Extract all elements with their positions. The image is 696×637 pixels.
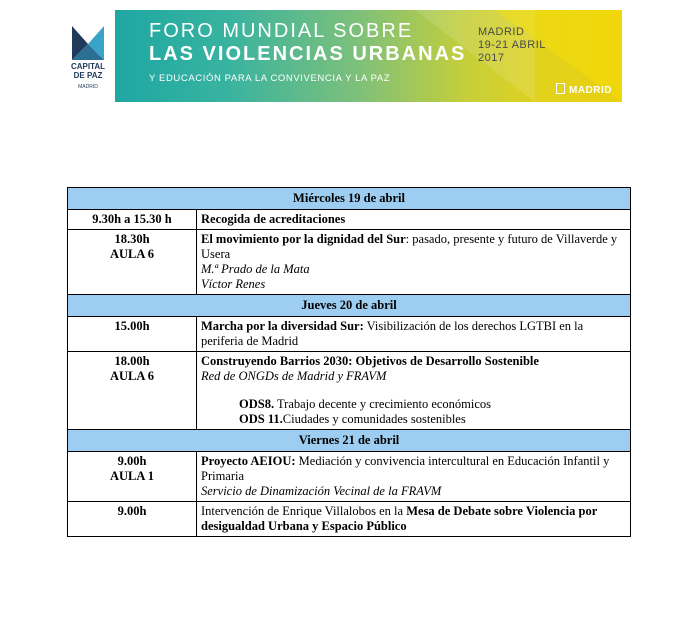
ods-item: [201, 397, 626, 412]
madrid-crest-icon: [556, 83, 565, 94]
table-row: [68, 452, 631, 502]
event-org: Red de ONGDs de Madrid y FRAVM: [201, 369, 387, 383]
event-room: AULA 1: [109, 469, 155, 483]
logo-text-line1: CAPITAL: [70, 62, 106, 71]
event-desc: Mediación y convivencia intercultural en Educación Infantil y Primaria: [201, 454, 610, 483]
event-time: 9.00h: [117, 454, 147, 468]
event-details: [197, 452, 631, 502]
ods-code: ODS 11.: [239, 412, 283, 426]
event-room: AULA 6: [109, 369, 155, 383]
logo-sub: MADRID: [78, 84, 98, 90]
event-title: Marcha por la diversidad Sur:: [201, 319, 364, 333]
ods-item: [201, 412, 626, 427]
table-row: [68, 317, 631, 352]
event-banner: [115, 10, 622, 102]
banner-title-line2: LAS VIOLENCIAS URBANAS: [149, 43, 467, 65]
event-title: Recogida de acreditaciones: [201, 212, 346, 226]
event-time: 15.00h: [68, 317, 197, 352]
banner-title-line1: FORO MUNDIAL SOBRE: [149, 20, 414, 42]
event-title: Construyendo Barrios 2030: Objetivos de Desarrollo Sostenible: [201, 354, 539, 368]
event-desc: Visibilización de los derechos LGTBI en la periferia de Madrid: [201, 319, 584, 348]
logo-text-line2: DE PAZ: [73, 71, 103, 80]
event-details: [197, 352, 631, 430]
event-time-cell: [68, 452, 197, 502]
event-desc: Intervención de Enrique Villalobos en la: [201, 504, 407, 518]
banner-subtitle: Y EDUCACIÓN PARA LA CONVIVENCIA Y LA PAZ: [149, 73, 391, 84]
event-speaker: M.ª Prado de la Mata: [201, 262, 310, 276]
ods-text: Ciudades y comunidades sostenibles: [282, 412, 466, 426]
event-details: [197, 317, 631, 352]
logo-mark-icon: [70, 24, 106, 60]
banner-date-range: 19-21 ABRIL: [478, 39, 546, 51]
banner-brand: MADRID: [556, 83, 612, 96]
banner-date: [478, 26, 546, 65]
event-speaker: Víctor Renes: [201, 277, 266, 291]
event-title: Mesa de Debate sobre Violencia por desigualdad Urbana y Espacio Público: [201, 504, 598, 533]
day-header: Jueves 20 de abril: [68, 295, 631, 317]
day-header-row: [68, 295, 631, 317]
event-time: 18.30h: [114, 232, 150, 246]
event-time-cell: [68, 230, 197, 295]
banner-date-city: MADRID: [478, 26, 525, 38]
capital-de-paz-logo: [66, 24, 110, 96]
event-time: 18.00h: [114, 354, 150, 368]
table-row: [68, 230, 631, 295]
event-time: 9.30h a 15.30 h: [68, 210, 197, 230]
event-time: 9.00h: [68, 502, 197, 537]
event-details: [197, 230, 631, 295]
event-room: AULA 6: [109, 247, 155, 261]
ods-code: ODS8.: [239, 397, 275, 411]
event-org: Servicio de Dinamización Vecinal de la FRAVM: [201, 484, 442, 498]
table-row: [68, 502, 631, 537]
day-header-row: [68, 430, 631, 452]
event-details: [197, 502, 631, 537]
day-header: Miércoles 19 de abril: [68, 188, 631, 210]
ods-text: Trabajo decente y crecimiento económicos: [274, 397, 492, 411]
event-time-cell: [68, 352, 197, 430]
event-desc: : pasado, presente y futuro de Villaverde y Usera: [201, 232, 618, 261]
day-header: Viernes 21 de abril: [68, 430, 631, 452]
event-title: El movimiento por la dignidad del Sur: [201, 232, 406, 246]
banner-date-year: 2017: [478, 52, 505, 64]
day-header-row: [68, 188, 631, 210]
event-details: [197, 210, 631, 230]
event-title: Proyecto AEIOU:: [201, 454, 296, 468]
table-row: [68, 210, 631, 230]
table-row: [68, 352, 631, 430]
schedule-table: [67, 187, 631, 537]
